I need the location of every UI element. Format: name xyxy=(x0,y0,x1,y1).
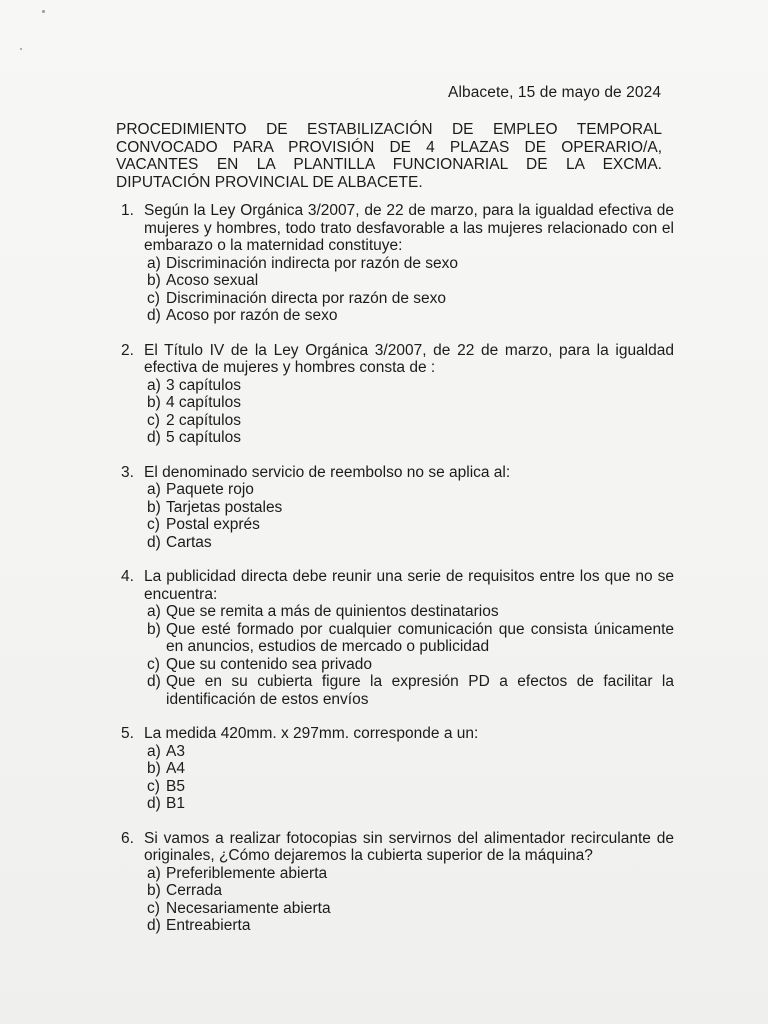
option-text: Entreabierta xyxy=(166,917,251,934)
option-letter: b) xyxy=(147,760,161,777)
option-text: Preferiblemente abierta xyxy=(166,864,328,882)
question-text: La medida 420mm. x 297mm. corresponde a un: xyxy=(144,725,479,742)
answer-options xyxy=(144,743,674,813)
option-letter: a) xyxy=(147,864,161,882)
answer-option xyxy=(144,673,674,708)
answer-options xyxy=(144,377,674,447)
option-letter: d) xyxy=(147,429,161,446)
answer-option xyxy=(144,778,674,796)
option-text: B1 xyxy=(166,795,185,812)
answer-option xyxy=(144,272,674,290)
heading-line: VACANTES EN LA PLANTILLA FUNCIONARIAL DE LA EXCMA. xyxy=(116,156,662,173)
option-letter: a) xyxy=(147,742,161,760)
option-text: A4 xyxy=(166,760,185,777)
question-text: La publicidad directa debe reunir una serie de requisitos entre los que no se encuentra: xyxy=(144,568,674,603)
question-text: El denominado servicio de reembolso no se aplica al: xyxy=(144,463,511,481)
option-text: Cartas xyxy=(166,533,212,551)
option-text: Que su contenido sea privado xyxy=(166,655,372,673)
answer-option xyxy=(144,882,674,900)
question-text: Según la Ley Orgánica 3/2007, de 22 de marzo, para la igualdad efectiva de mujeres y hombres, todo trato desfavorable a las mujeres relacionado con el embarazo o la maternidad constituye: xyxy=(144,202,674,254)
answer-option xyxy=(144,917,674,935)
answer-option xyxy=(144,394,674,412)
answer-option xyxy=(144,603,674,621)
option-text: B5 xyxy=(166,777,185,795)
option-text: Discriminación indirecta por razón de sexo xyxy=(166,254,459,272)
option-letter: a) xyxy=(147,254,161,272)
answer-options xyxy=(144,255,674,325)
option-letter: b) xyxy=(147,272,161,289)
option-text: Paquete rojo xyxy=(166,481,254,498)
answer-option xyxy=(144,412,674,430)
option-letter: d) xyxy=(147,673,161,690)
option-text: Que esté formado por cualquier comunicación que consista únicamente en anuncios, estudios de mercado o publicidad xyxy=(166,620,674,655)
option-letter: b) xyxy=(147,882,161,899)
answer-option xyxy=(144,290,674,308)
answer-option xyxy=(144,795,674,813)
option-letter: c) xyxy=(147,289,160,307)
answer-option xyxy=(144,481,674,499)
answer-option xyxy=(144,377,674,395)
heading-line: PROCEDIMIENTO DE ESTABILIZACIÓN DE EMPLEO TEMPORAL xyxy=(116,121,662,138)
option-letter: c) xyxy=(147,777,160,795)
option-letter: a) xyxy=(147,603,161,620)
heading-line: DIPUTACIÓN PROVINCIAL DE ALBACETE. xyxy=(116,173,423,191)
option-text: Que se remita a más de quinientos destinatarios xyxy=(166,603,499,620)
option-letter: c) xyxy=(147,899,160,917)
question-number: 6. xyxy=(121,829,134,847)
answer-option xyxy=(144,760,674,778)
question xyxy=(118,202,674,325)
answer-option xyxy=(144,865,674,883)
option-letter: b) xyxy=(147,498,161,516)
question-text: El Título IV de la Ley Orgánica 3/2007, de 22 de marzo, para la igualdad efectiva de mujeres y hombres consta de : xyxy=(144,341,674,376)
option-text: Que en su cubierta figure la expresión PD a efectos de facilitar la identificación de estos envíos xyxy=(166,673,674,708)
question-number: 4. xyxy=(121,568,134,585)
option-text: 2 capítulos xyxy=(166,411,241,429)
answer-option xyxy=(144,307,674,325)
answer-options xyxy=(144,603,674,708)
question xyxy=(118,342,674,447)
option-text: A3 xyxy=(166,742,185,760)
option-letter: b) xyxy=(147,620,161,638)
answer-option xyxy=(144,499,674,517)
option-text: Necesariamente abierta xyxy=(166,899,331,917)
question xyxy=(118,830,674,935)
answer-option xyxy=(144,900,674,918)
option-letter: d) xyxy=(147,917,161,934)
option-text: Postal exprés xyxy=(166,516,260,533)
question-number: 3. xyxy=(121,463,134,481)
answer-option xyxy=(144,621,674,656)
answer-option xyxy=(144,534,674,552)
heading-line: CONVOCADO PARA PROVISIÓN DE 4 PLAZAS DE OPERARIO/A, xyxy=(116,138,662,156)
option-text: Acoso por razón de sexo xyxy=(166,307,338,324)
answer-options xyxy=(144,481,674,551)
option-text: 5 capítulos xyxy=(166,429,241,446)
question-list xyxy=(118,202,674,952)
option-letter: c) xyxy=(147,516,160,533)
scan-speck xyxy=(20,48,22,50)
option-text: Tarjetas postales xyxy=(166,498,283,516)
option-letter: b) xyxy=(147,394,161,411)
option-letter: a) xyxy=(147,481,161,498)
answer-option xyxy=(144,255,674,273)
question-number: 1. xyxy=(121,202,134,219)
question-number: 5. xyxy=(121,725,134,742)
option-letter: d) xyxy=(147,307,161,324)
answer-option xyxy=(144,743,674,761)
option-text: 3 capítulos xyxy=(166,376,241,394)
question xyxy=(118,725,674,813)
question-text: Si vamos a realizar fotocopias sin servirnos del alimentador recirculante de originales, ¿Cómo dejaremos la cubierta superior de la máquina? xyxy=(144,829,674,864)
answer-options xyxy=(144,865,674,935)
option-letter: d) xyxy=(147,795,161,812)
option-text: Cerrada xyxy=(166,882,222,899)
scan-speck xyxy=(42,10,45,13)
option-text: Acoso sexual xyxy=(166,272,259,289)
answer-option xyxy=(144,429,674,447)
option-text: Discriminación directa por razón de sexo xyxy=(166,289,446,307)
question xyxy=(118,568,674,708)
option-letter: a) xyxy=(147,376,161,394)
answer-option xyxy=(144,516,674,534)
option-letter: c) xyxy=(147,411,160,429)
document-date: Albacete, 15 de mayo de 2024 xyxy=(448,84,662,101)
option-text: 4 capítulos xyxy=(166,394,241,411)
option-letter: c) xyxy=(147,655,160,673)
document-heading xyxy=(116,121,662,191)
option-letter: d) xyxy=(147,533,161,551)
answer-option xyxy=(144,656,674,674)
question xyxy=(118,464,674,552)
question-number: 2. xyxy=(121,341,134,359)
